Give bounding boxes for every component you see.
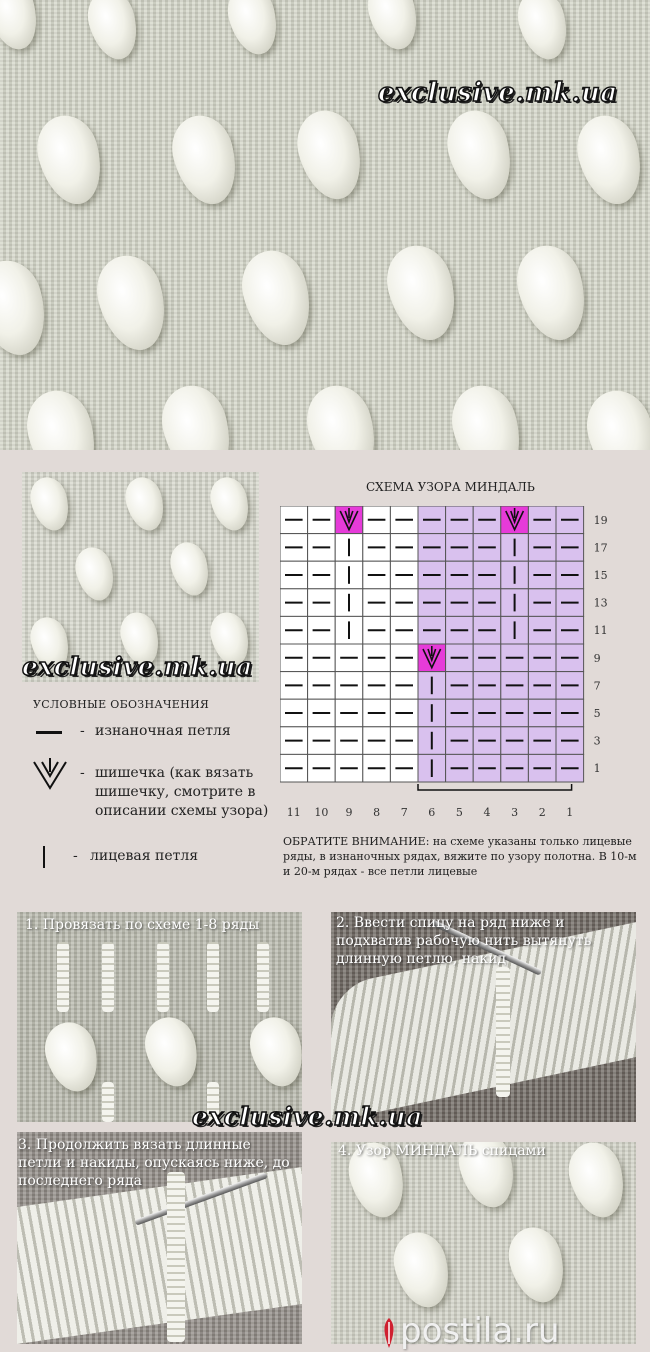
- chart-column-number: 9: [345, 806, 353, 819]
- legend-label-purl: изнаночная петля: [95, 723, 231, 739]
- watermark-top: exclusive.mk.ua: [378, 78, 618, 108]
- chart-column-number: 7: [400, 806, 408, 819]
- legend-label-bobble: шишечка (как вязать шишечку, смотрите в описании схемы узора): [95, 765, 269, 819]
- watermark-bottom: exclusive.mk.ua: [192, 1102, 423, 1131]
- legend-dash-1: -: [80, 723, 85, 739]
- chart-column-number: 2: [538, 806, 546, 819]
- chart-row-number: 11: [593, 624, 608, 638]
- legend-title: УСЛОВНЫЕ ОБОЗНАЧЕНИЯ: [33, 698, 210, 711]
- chart-column-number: 10: [314, 806, 329, 819]
- chart-column-number: 3: [511, 806, 519, 819]
- chart-row-number: 3: [593, 734, 601, 748]
- legend-dash-3: -: [73, 848, 78, 864]
- step-3-label: 3. Продолжить вязать длинные петли и накиды, опускаясь ниже, до последнего ряда: [18, 1137, 290, 1189]
- chart-row-number: 15: [593, 569, 608, 582]
- step-2-label: 2. Ввести спицу на ряд ниже и подхватив рабочую нить вытянуть длинную петлю, накид: [336, 915, 592, 967]
- note-heading: ОБРАТИТЕ ВНИМАНИЕ:: [283, 835, 430, 848]
- watermark-middle: exclusive.mk.ua: [22, 652, 253, 681]
- legend-dash-2: -: [80, 765, 85, 781]
- note-text: на схеме указаны только лицевые ряды, в изнаночных рядах, вяжите по узору полотна. В 10-м и 20-м рядах - все петли лицевые: [283, 835, 637, 878]
- knit-bar-icon: [43, 846, 45, 868]
- sample-knit-photo: [22, 472, 259, 682]
- chart-column-number: 8: [373, 806, 381, 819]
- chart-column-numbers: [287, 806, 574, 819]
- chart-column-number: 6: [428, 806, 436, 819]
- chart-row-number: 1: [593, 762, 601, 776]
- step-4-label: 4. Узор МИНДАЛЬ спицами: [338, 1143, 546, 1159]
- chart-row-numbers: [594, 514, 608, 775]
- chart-row-number: 7: [593, 679, 601, 693]
- chart-grid: [280, 506, 584, 790]
- attention-note: [283, 834, 645, 879]
- chart-column-number: 5: [455, 806, 463, 819]
- chart-row-number: 19: [593, 513, 608, 527]
- chart-column-number: 1: [566, 806, 574, 819]
- chart-row-number: 5: [593, 707, 601, 720]
- postila-logo-icon: [380, 1318, 398, 1348]
- chart-column-number: 4: [483, 806, 491, 819]
- repeat-bracket: [418, 784, 572, 790]
- purl-dash-icon: [36, 731, 62, 734]
- bobble-symbol-icon: [30, 758, 70, 794]
- chart-row-number: 13: [593, 596, 608, 610]
- chart-title: СХЕМА УЗОРА МИНДАЛЬ: [366, 480, 535, 494]
- chart-column-number: 11: [286, 806, 301, 819]
- knitting-chart: [280, 506, 616, 822]
- chart-row-number: 9: [593, 651, 601, 665]
- step-1-label: 1. Провязать по схеме 1-8 ряды: [25, 917, 260, 933]
- chart-row-number: 17: [593, 541, 608, 555]
- postila-brand[interactable]: postila.ru: [400, 1311, 560, 1351]
- hero-knit-photo: [0, 0, 650, 450]
- step-1-photo: [17, 912, 302, 1122]
- legend-label-knit: лицевая петля: [90, 848, 199, 864]
